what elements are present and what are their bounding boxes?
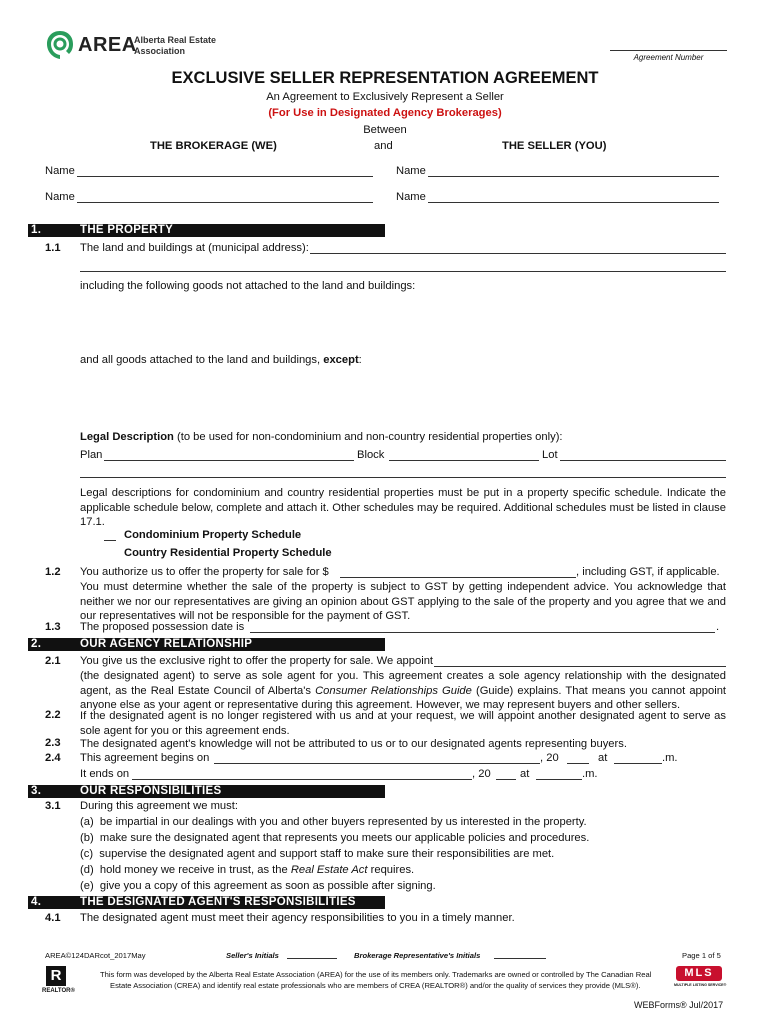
clause-1-1-text: The land and buildings at (municipal address): [80,242,309,254]
brokerage-name-label-2: Name [45,191,75,203]
clause-4-1-number: 4.1 [45,912,61,924]
block-label: Block [357,449,385,461]
webforms-label: WEBForms® Jul/2017 [634,1000,724,1010]
country-schedule-checkbox[interactable] [104,557,116,558]
end-m-label: .m. [582,768,598,780]
realtor-mark: REALTOR® [42,988,75,994]
requires-text: requires. [370,864,415,876]
clause-1-2-text-b: , including GST, if applicable. [576,566,720,578]
item-letter: (d) [80,864,94,876]
goods-attached-text: and all goods attached to the land and buildings, [80,354,321,366]
responsibility-item-e [80,880,436,892]
clause-1-1-number: 1.1 [45,242,61,254]
clause-1-2-number: 1.2 [45,566,61,578]
seller-name-label-1: Name [396,165,426,177]
logo-subtitle-1: Alberta Real Estate [134,35,217,45]
section-3-header [28,785,385,798]
possession-date-field[interactable] [250,632,715,633]
mls-subtext: MULTIPLE LISTING SERVICE® [674,983,727,987]
area-logo [45,29,225,63]
responsibility-item-b [80,832,589,844]
legal-descriptions-paragraph: Legal descriptions for condominium and country residential properties must be put in a property specific schedule. Indicate the applicable schedule below, complete and attach it. Other schedules may be required. Additional schedules must be listed in clause 17.1. [80,487,726,528]
brokerage-label: THE BROKERAGE (WE) [150,140,277,152]
section-3-number: 3. [31,785,42,797]
address-field-2[interactable] [80,271,726,272]
mls-badge: MLS [676,966,722,981]
end-at-label: at [520,768,530,780]
clause-3-1-text: During this agreement we must: [80,800,238,812]
section-1-number: 1. [31,224,42,236]
clause-1-2-text-a: You authorize us to offer the property for sale for $ [80,566,329,578]
section-4-title: THE DESIGNATED AGENT'S RESPONSIBILITIES [80,896,356,908]
clause-2-1-text-a: You give us the exclusive right to offer the property for sale. We appoint [80,655,434,667]
agreement-number-field[interactable] [610,50,727,51]
end-time-field[interactable] [536,779,582,780]
seller-label: THE SELLER (YOU) [502,140,607,152]
clause-4-1-text: The designated agent must meet their agency responsibilities to you in a timely manner. [80,912,515,924]
item-letter: (b) [80,832,94,844]
clause-2-1-tail: (Guide) explains. That means you cannot appoint anyone else as your agent or representative during this agreement. However, we may represent buyers and other sellers. [80,684,727,711]
page-subtitle: An Agreement to Exclusively Represent a Seller [266,91,504,103]
begin-year-label: , 20 [540,752,559,764]
seller-name-label-2: Name [396,191,426,203]
seller-name-field-1[interactable] [428,176,719,177]
plan-field[interactable] [104,460,354,461]
real-estate-act: Real Estate Act [290,864,368,876]
logo-text: AREA [78,34,137,56]
page-number: Page 1 of 5 [682,951,721,960]
legal-extra-field[interactable] [80,477,726,478]
legal-description-title: Legal Description [80,431,174,443]
page-title: EXCLUSIVE SELLER REPRESENTATION AGREEMENT [171,69,599,87]
item-text: supervise the designated agent and support staff to make sure their responsibilities are met. [99,848,555,860]
responsibility-item-c [80,848,554,860]
responsibility-item-a [80,816,587,828]
end-year-field[interactable] [496,779,516,780]
area-logo-mark [45,29,75,61]
item-letter: (c) [80,848,94,860]
section-1-header [28,224,385,237]
clause-3-1-number: 3.1 [45,800,61,812]
item-letter: (e) [80,880,94,892]
section-3-title: OUR RESPONSIBILITIES [80,785,222,797]
form-code: AREA©124DARcot_2017May [45,951,146,960]
clause-2-2-number: 2.2 [45,709,61,721]
seller-name-field-2[interactable] [428,202,719,203]
lot-field[interactable] [560,460,726,461]
logo-subtitle-2: Association [134,46,186,56]
begin-time-field[interactable] [614,763,662,764]
realtor-logo [42,966,75,998]
section-1-title: THE PROPERTY [80,224,174,236]
possession-period: . [716,621,720,633]
realtor-r-icon: R [46,966,66,986]
begin-m-label: .m. [662,752,678,764]
clause-1-3-text: The proposed possession date is [80,621,245,633]
seller-initials-field[interactable] [287,958,337,959]
lot-label: Lot [542,449,558,461]
begins-on-label: This agreement begins on [80,752,210,764]
and-label: and [374,140,393,152]
section-2-header [28,638,385,651]
begin-date-field[interactable] [214,763,540,764]
item-text: hold money we receive in trust, as the [99,864,288,876]
clause-1-2-text-c: You must determine whether the sale of the property is subject to GST by getting independent advice. You acknowledge that neither we nor our representatives are giving an opinion about GST applying to the sale of the property and you agree that we and our representatives will not be responsible for the payment of GST. [80,581,726,622]
item-text: give you a copy of this agreement as soon as possible after signing. [99,880,436,892]
section-4-header [28,896,385,909]
clause-2-3-number: 2.3 [45,737,61,749]
clause-2-1-body: (the designated agent) to serve as sole agent for you. This agreement creates a sole agency relationship with the designated agent, as the Real Estate Council of Alberta's [80,670,726,697]
clause-1-3-number: 1.3 [45,621,61,633]
brokerage-name-field-2[interactable] [77,202,373,203]
brokerage-initials-field[interactable] [494,958,546,959]
block-field[interactable] [389,460,539,461]
price-field[interactable] [340,577,576,578]
section-2-title: OUR AGENCY RELATIONSHIP [80,638,253,650]
clause-2-2-text: If the designated agent is no longer registered with us and at your request, we will appoint another designated agent to serve as sole agent for you or this agreement ends. [80,710,726,737]
mls-logo [674,966,726,990]
designated-agent-field[interactable] [434,666,726,667]
legal-description-line [80,431,563,443]
end-year-label: , 20 [472,768,491,780]
agreement-number-label: Agreement Number [633,53,704,62]
use-note: (For Use in Designated Agency Brokerages) [268,107,502,119]
brokerage-initials-label: Brokerage Representative's Initials [354,951,481,960]
begin-year-field[interactable] [567,763,589,764]
condo-schedule-checkbox[interactable] [104,540,116,541]
brokerage-name-label-1: Name [45,165,75,177]
clause-2-1-text-b [80,669,726,713]
ends-on-label: It ends on [80,768,130,780]
address-field-1[interactable] [310,253,726,254]
between-label: Between [363,124,407,136]
except-text: except [323,354,359,366]
except-colon: : [358,354,362,366]
condo-schedule-label: Condominium Property Schedule [124,529,302,541]
clause-2-1-number: 2.1 [45,655,61,667]
brokerage-name-field-1[interactable] [77,176,373,177]
item-letter: (a) [80,816,94,828]
plan-label: Plan [80,449,103,461]
section-2-number: 2. [31,638,42,650]
responsibility-item-d [80,864,414,876]
goods-attached-line [80,354,362,366]
begin-at-label: at [598,752,608,764]
item-text: make sure the designated agent that represents you meets our applicable policies and procedures. [99,832,590,844]
clause-2-3-text: The designated agent's knowledge will not be attributed to us or to our designated agents representing buyers. [80,738,627,750]
disclaimer-line-1: This form was developed by the Alberta Real Estate Association (AREA) for the use of its members only. Trademarks are owned or controlled by The Canadian Real [100,970,652,979]
legal-description-note: (to be used for non-condominium and non-country residential properties only): [176,431,563,443]
disclaimer-line-2: Estate Association (CREA) and identify real estate professionals who are members of CREA (REALTOR®) and/or the quality of services they provide (MLS®). [110,981,641,990]
section-4-number: 4. [31,896,42,908]
item-text: be impartial in our dealings with you and other buyers represented by us interested in the property. [99,816,587,828]
country-schedule-label: Country Residential Property Schedule [124,547,332,559]
seller-initials-label: Seller's Initials [226,951,279,960]
end-date-field[interactable] [132,779,472,780]
goods-not-attached-text: including the following goods not attached to the land and buildings: [80,280,416,292]
consumer-guide-title: Consumer Relationships Guide [315,684,472,697]
clause-2-4-number: 2.4 [45,752,61,764]
